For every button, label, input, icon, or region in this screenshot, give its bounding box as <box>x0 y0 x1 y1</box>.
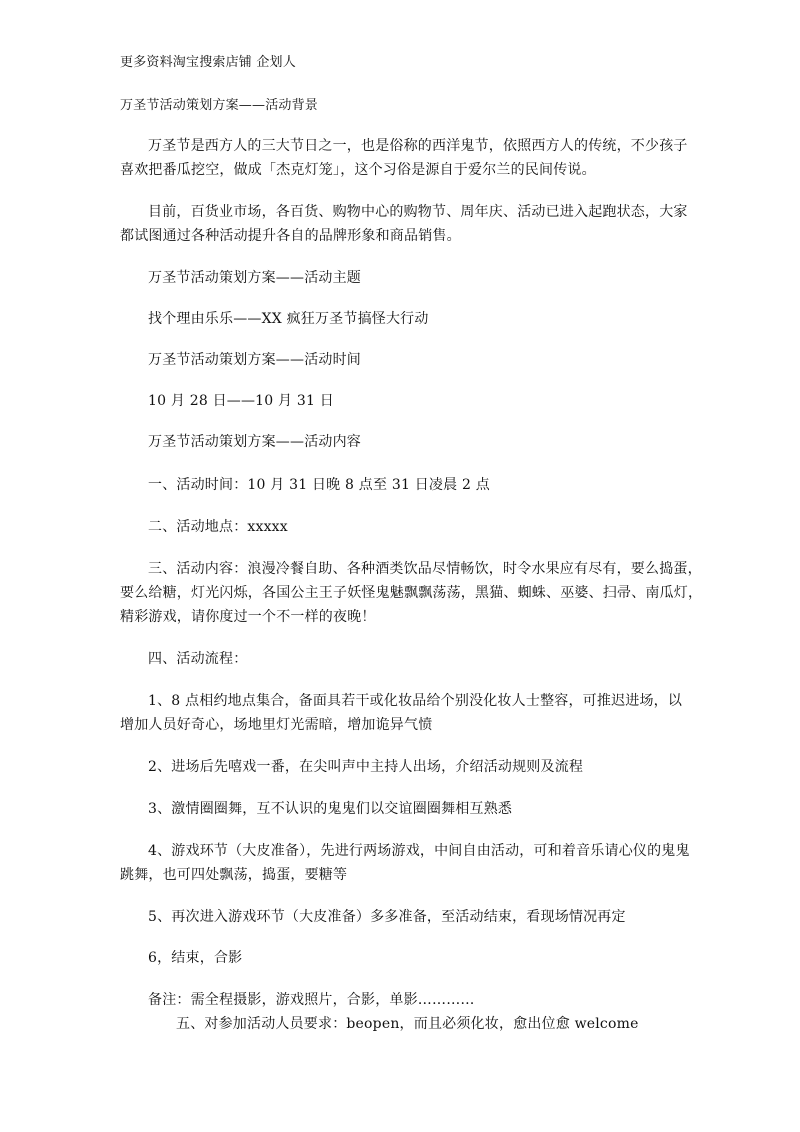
paragraph-line: 喜欢把番瓜挖空，做成「杰克灯笼」，这个习俗是源自于爱尔兰的民间传说。 <box>120 162 596 178</box>
section-heading-time: 万圣节活动策划方案——活动时间 <box>148 352 361 368</box>
requirement-text: 五、对参加活动人员要求：beopen，而且必须化妆，愈出位愈 welcome <box>176 1016 639 1032</box>
paragraph-line: 精彩游戏，请你度过一个不一样的夜晚！ <box>120 609 376 625</box>
flow-step: 3、激情圈圈舞，互不认识的鬼鬼们以交谊圈圈舞相互熟悉 <box>148 801 513 817</box>
paragraph-line: 要么给糖，灯光闪烁，各国公主王子妖怪鬼魅飘飘荡荡，黑猫、蜘蛛、巫婆、扫帚、南瓜灯， <box>120 585 703 601</box>
paragraph-line: 万圣节是西方人的三大节日之一，也是俗称的西洋鬼节，依照西方人的传统，不少孩子 <box>148 138 688 154</box>
flow-step: 1、8 点相约地点集合，备面具若干或化妆品给个别没化妆人士整容，可推迟进场，以 <box>148 693 683 709</box>
flow-step: 5、再次进入游戏环节（大皮准备）多多准备，至活动结束，看现场情况再定 <box>148 909 626 925</box>
flow-step: 增加人员好奇心，场地里灯光需暗，增加诡异气愤 <box>120 717 433 733</box>
content-item: 二、活动地点：xxxxx <box>148 519 288 535</box>
theme-text: 找个理由乐乐——XX 疯狂万圣节搞怪大行动 <box>148 311 429 327</box>
flow-step: 6，结束，合影 <box>148 950 243 966</box>
section-title-background: 万圣节活动策划方案——活动背景 <box>120 98 319 113</box>
flow-step: 4、游戏环节（大皮准备），先进行两场游戏，中间自由活动，可和着音乐请心仪的鬼鬼 <box>148 843 690 859</box>
section-heading-theme: 万圣节活动策划方案——活动主题 <box>148 270 361 286</box>
page-header: 更多资料淘宝搜索店铺 企划人 <box>120 55 296 70</box>
paragraph-line: 都试图通过各种活动提升各自的品牌形象和商品销售。 <box>120 228 461 244</box>
section-heading-content: 万圣节活动策划方案——活动内容 <box>148 434 361 450</box>
flow-step: 2、进场后先嘻戏一番，在尖叫声中主持人出场，介绍活动规则及流程 <box>148 759 584 775</box>
paragraph-line: 目前，百货业市场，各百货、购物中心的购物节、周年庆、活动已进入起跑状态，大家 <box>148 204 688 220</box>
flow-step: 跳舞，也可四处飘荡，捣蛋，要糖等 <box>120 867 348 883</box>
note-text: 备注：需全程摄影，游戏照片，合影，单影………… <box>148 992 475 1008</box>
time-text: 10 月 28 日——10 月 31 日 <box>148 393 334 409</box>
content-item: 一、活动时间：10 月 31 日晚 8 点至 31 日凌晨 2 点 <box>148 477 490 493</box>
paragraph-line: 三、活动内容：浪漫冷餐自助、各种酒类饮品尽情畅饮，时令水果应有尽有，要么捣蛋， <box>148 561 702 577</box>
content-item: 四、活动流程： <box>148 651 248 667</box>
